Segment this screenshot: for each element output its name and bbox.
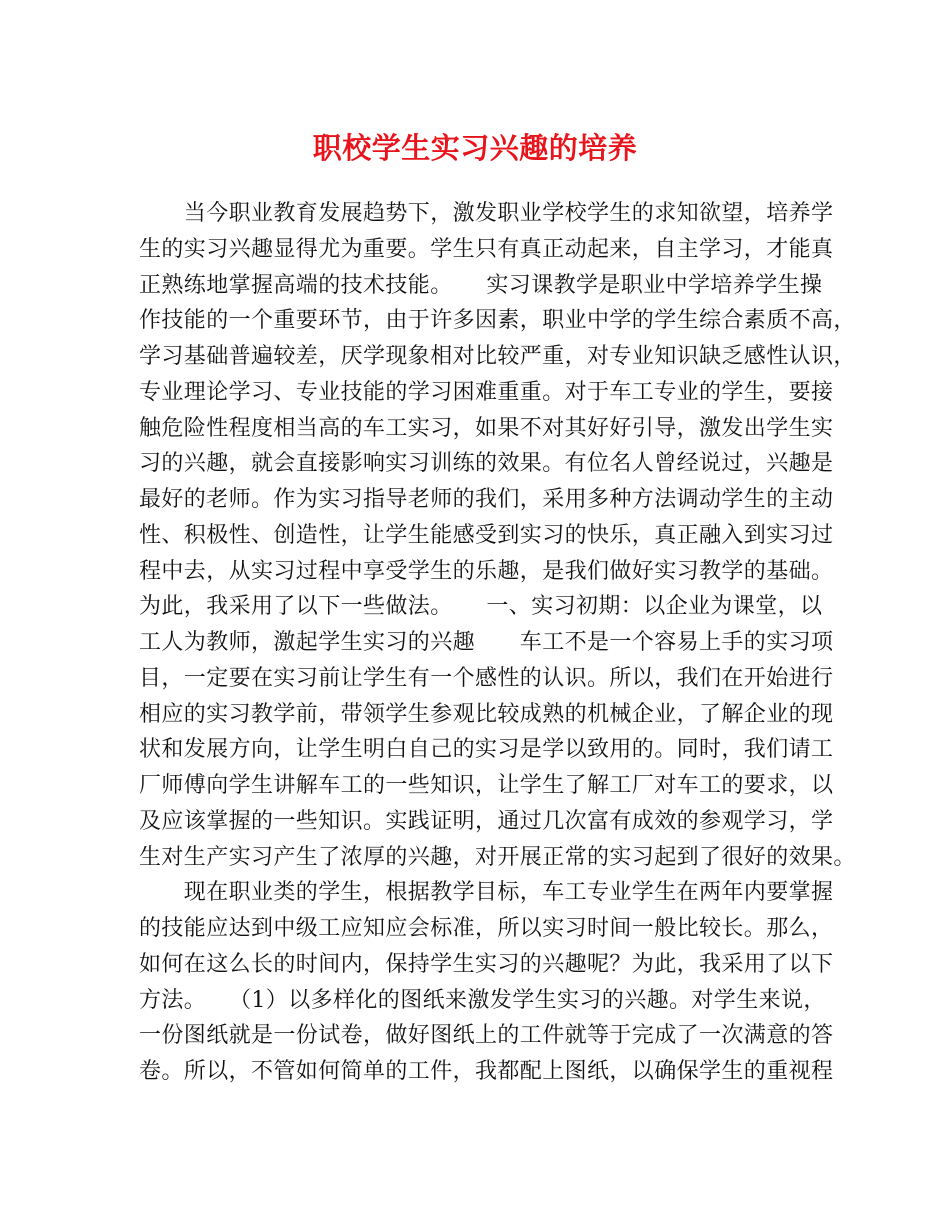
body-text-line: 及应该掌握的一些知识。实践证明，通过几次富有成效的参观学习，学 <box>139 808 834 834</box>
body-text-line: 触危险性程度相当高的车工实习，如果不对其好好引导，激发出学生实 <box>139 415 834 441</box>
body-text-line: 性、积极性、创造性，让学生能感受到实习的快乐，真正融入到实习过 <box>139 522 834 548</box>
body-text-line: 习的兴趣，就会直接影响实习训练的效果。有位名人曾经说过，兴趣是 <box>139 451 834 477</box>
body-text-line: 专业理论学习、专业技能的学习困难重重。对于车工专业的学生，要接 <box>139 379 834 405</box>
body-text-line: 现在职业类的学生，根据教学目标，车工专业学生在两年内要掌握 <box>139 880 834 906</box>
body-text-line: 最好的老师。作为实习指导老师的我们，采用多种方法调动学生的主动 <box>139 487 834 512</box>
body-text-line: 生对生产实习产生了浓厚的兴趣，对开展正常的实习起到了很好的效果。 <box>139 844 856 870</box>
body-text-line: 生的实习兴趣显得尤为重要。学生只有真正动起来，自主学习，才能真 <box>139 236 834 262</box>
document-body <box>139 196 856 1090</box>
body-text-line: 学习基础普遍较差，厌学现象相对比较严重，对专业知识缺乏感性认识， <box>139 344 856 369</box>
body-text-line: 正熟练地掌握高端的技术技能。 实习课教学是职业中学培养学生操 <box>139 272 823 298</box>
body-text-line: 相应的实习教学前，带领学生参观比较成熟的机械企业，了解企业的现 <box>139 701 834 727</box>
body-text-line: 目，一定要在实习前让学生有一个感性的认识。所以，我们在开始进行 <box>139 665 834 691</box>
document-title: 职校学生实习兴趣的培养 <box>312 131 638 165</box>
body-text-line: 当今职业教育发展趋势下，激发职业学校学生的求知欲望，培养学 <box>139 201 834 226</box>
body-text-line: 为此，我采用了以下一些做法。 一、实习初期：以企业为课堂，以 <box>139 594 823 620</box>
body-text-line: 工人为教师，激起学生实习的兴趣 车工不是一个容易上手的实习项 <box>139 630 834 655</box>
body-text-line: 卷。所以，不管如何简单的工件，我都配上图纸，以确保学生的重视程 <box>139 1059 834 1084</box>
body-text-line: 的技能应达到中级工应知应会标准，所以实习时间一般比较长。那么， <box>139 916 834 941</box>
body-text-line: 一份图纸就是一份试卷，做好图纸上的工件就等于完成了一次满意的答 <box>139 1023 834 1049</box>
body-text-line: 程中去，从实习过程中享受学生的乐趣，是我们做好实习教学的基础。 <box>139 558 834 584</box>
body-text-line: 如何在这么长的时间内，保持学生实习的兴趣呢？为此，我采用了以下 <box>139 951 834 977</box>
body-text-line: 作技能的一个重要环节，由于许多因素，职业中学的学生综合素质不高， <box>139 308 856 334</box>
body-text-line: 方法。 （1）以多样化的图纸来激发学生实习的兴趣。对学生来说， <box>139 987 826 1013</box>
body-text-line: 状和发展方向，让学生明白自己的实习是学以致用的。同时，我们请工 <box>139 737 834 763</box>
body-text-line: 厂师傅向学生讲解车工的一些知识，让学生了解工厂对车工的要求，以 <box>139 773 834 798</box>
